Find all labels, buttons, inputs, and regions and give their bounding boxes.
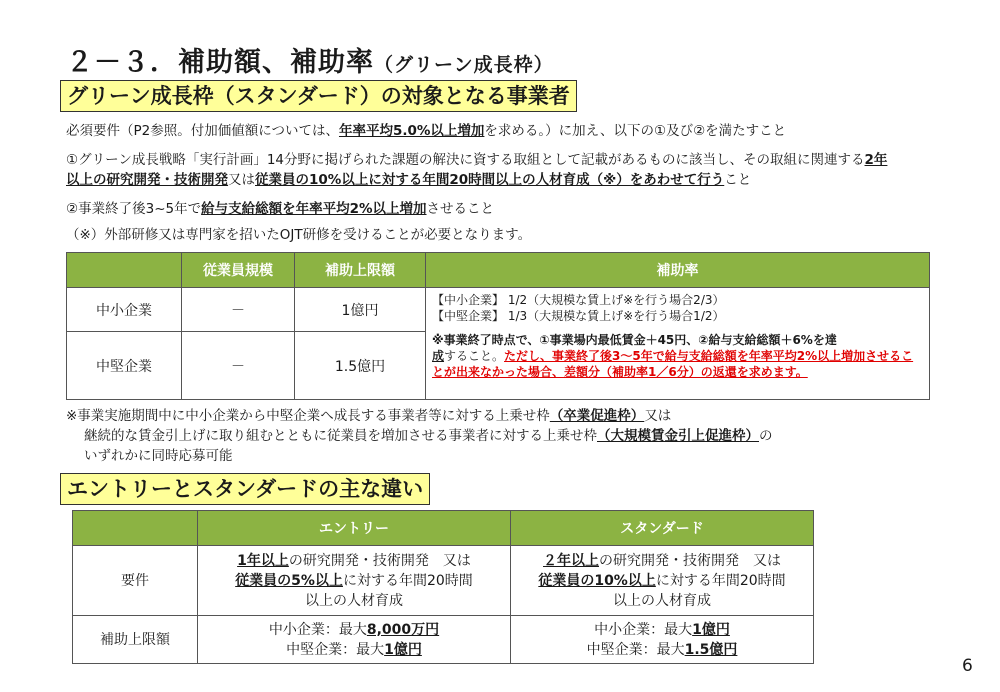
employee-size: － bbox=[182, 332, 295, 400]
comparison-table bbox=[72, 510, 814, 664]
title-main: ２－３．補助額、補助率 bbox=[66, 47, 374, 78]
table-header-blank bbox=[73, 511, 198, 546]
rate-sme: 【中小企業】 1/2（大規模な賃上げ※を行う場合2/3） bbox=[432, 293, 725, 307]
table-row bbox=[73, 616, 814, 664]
table-header-employee-size: 従業員規模 bbox=[182, 253, 295, 288]
additional-frame-note: ※事業実施期間中に中小企業から中堅企業へ成長する事業者等に対する上乗せ枠（卒業促進枠）又は 継続的な賃金引上げに取り組むとともに従業員を増加させる事業者に対する上乗せ枠（大規模賃金引上促進枠）の いずれかに同時応募可能 bbox=[66, 408, 773, 464]
subsidy-table bbox=[66, 252, 930, 400]
requirement-line-4: ②事業終了後3~5年で給与支給総額を年率平均2%以上増加させること bbox=[66, 201, 495, 217]
table-header-rate: 補助率 bbox=[426, 253, 930, 288]
row-label-requirement: 要件 bbox=[73, 546, 198, 616]
requirement-note: （※）外部研修又は専門家を招いたOJT研修を受けることが必要となります。 bbox=[66, 227, 532, 243]
subsidy-limit: 1.5億円 bbox=[295, 332, 426, 400]
table-header-limit: 補助上限額 bbox=[295, 253, 426, 288]
requirement-line-1: 必須要件（P2参照。付加価値額については、年率平均5.0%以上増加を求める。）に加え、以下の①及び②を満たすこと bbox=[66, 123, 787, 139]
subsidy-limit: 1億円 bbox=[295, 288, 426, 332]
subsidy-rate-cell bbox=[426, 288, 930, 400]
table-header-entry: エントリー bbox=[198, 511, 511, 546]
standard-requirement: ２年以上の研究開発・技術開発 又は 従業員の10%以上に対する年間20時間 以上の人材育成 bbox=[511, 546, 814, 616]
employee-size: － bbox=[182, 288, 295, 332]
entry-limit: 中小企業：最大8,000万円 中堅企業：最大1億円 bbox=[198, 616, 511, 664]
page-title bbox=[66, 40, 554, 79]
rate-conditions: ※事業終了時点で、①事業場内最低賃金＋45円、②給与支給総額＋6%を達 成すること。ただし、事業終了後3～5年で給与支給総額を年率平均2%以上増加させることが出来なかった場合、差額分（補助率1／6分）の返還を求めます。 bbox=[432, 333, 914, 379]
title-sub: （グリーン成長枠） bbox=[374, 54, 554, 76]
table-row bbox=[67, 288, 930, 332]
company-type: 中堅企業 bbox=[67, 332, 182, 400]
row-label-limit: 補助上限額 bbox=[73, 616, 198, 664]
company-type: 中小企業 bbox=[67, 288, 182, 332]
standard-limit: 中小企業：最大1億円 中堅企業：最大1.5億円 bbox=[511, 616, 814, 664]
rate-midsize: 【中堅企業】 1/3（大規模な賃上げ※を行う場合1/2） bbox=[432, 309, 725, 323]
table-row bbox=[73, 546, 814, 616]
section-heading-entry-vs-standard: エントリーとスタンダードの主な違い bbox=[60, 473, 430, 505]
table-header-blank bbox=[67, 253, 182, 288]
table-header-standard: スタンダード bbox=[511, 511, 814, 546]
entry-requirement: 1年以上の研究開発・技術開発 又は 従業員の5%以上に対する年間20時間 以上の人材育成 bbox=[198, 546, 511, 616]
page-number: 6 bbox=[962, 656, 973, 676]
section-heading-green-standard: グリーン成長枠（スタンダード）の対象となる事業者 bbox=[60, 80, 577, 112]
requirement-line-2: ①グリーン成長戦略「実行計画」14分野に掲げられた課題の解決に資する取組として記載があるものに該当し、その取組に関連する2年 bbox=[66, 152, 888, 168]
requirement-line-3: 以上の研究開発・技術開発又は従業員の10%以上に対する年間20時間以上の人材育成（※）をあわせて行うこと bbox=[66, 172, 752, 188]
